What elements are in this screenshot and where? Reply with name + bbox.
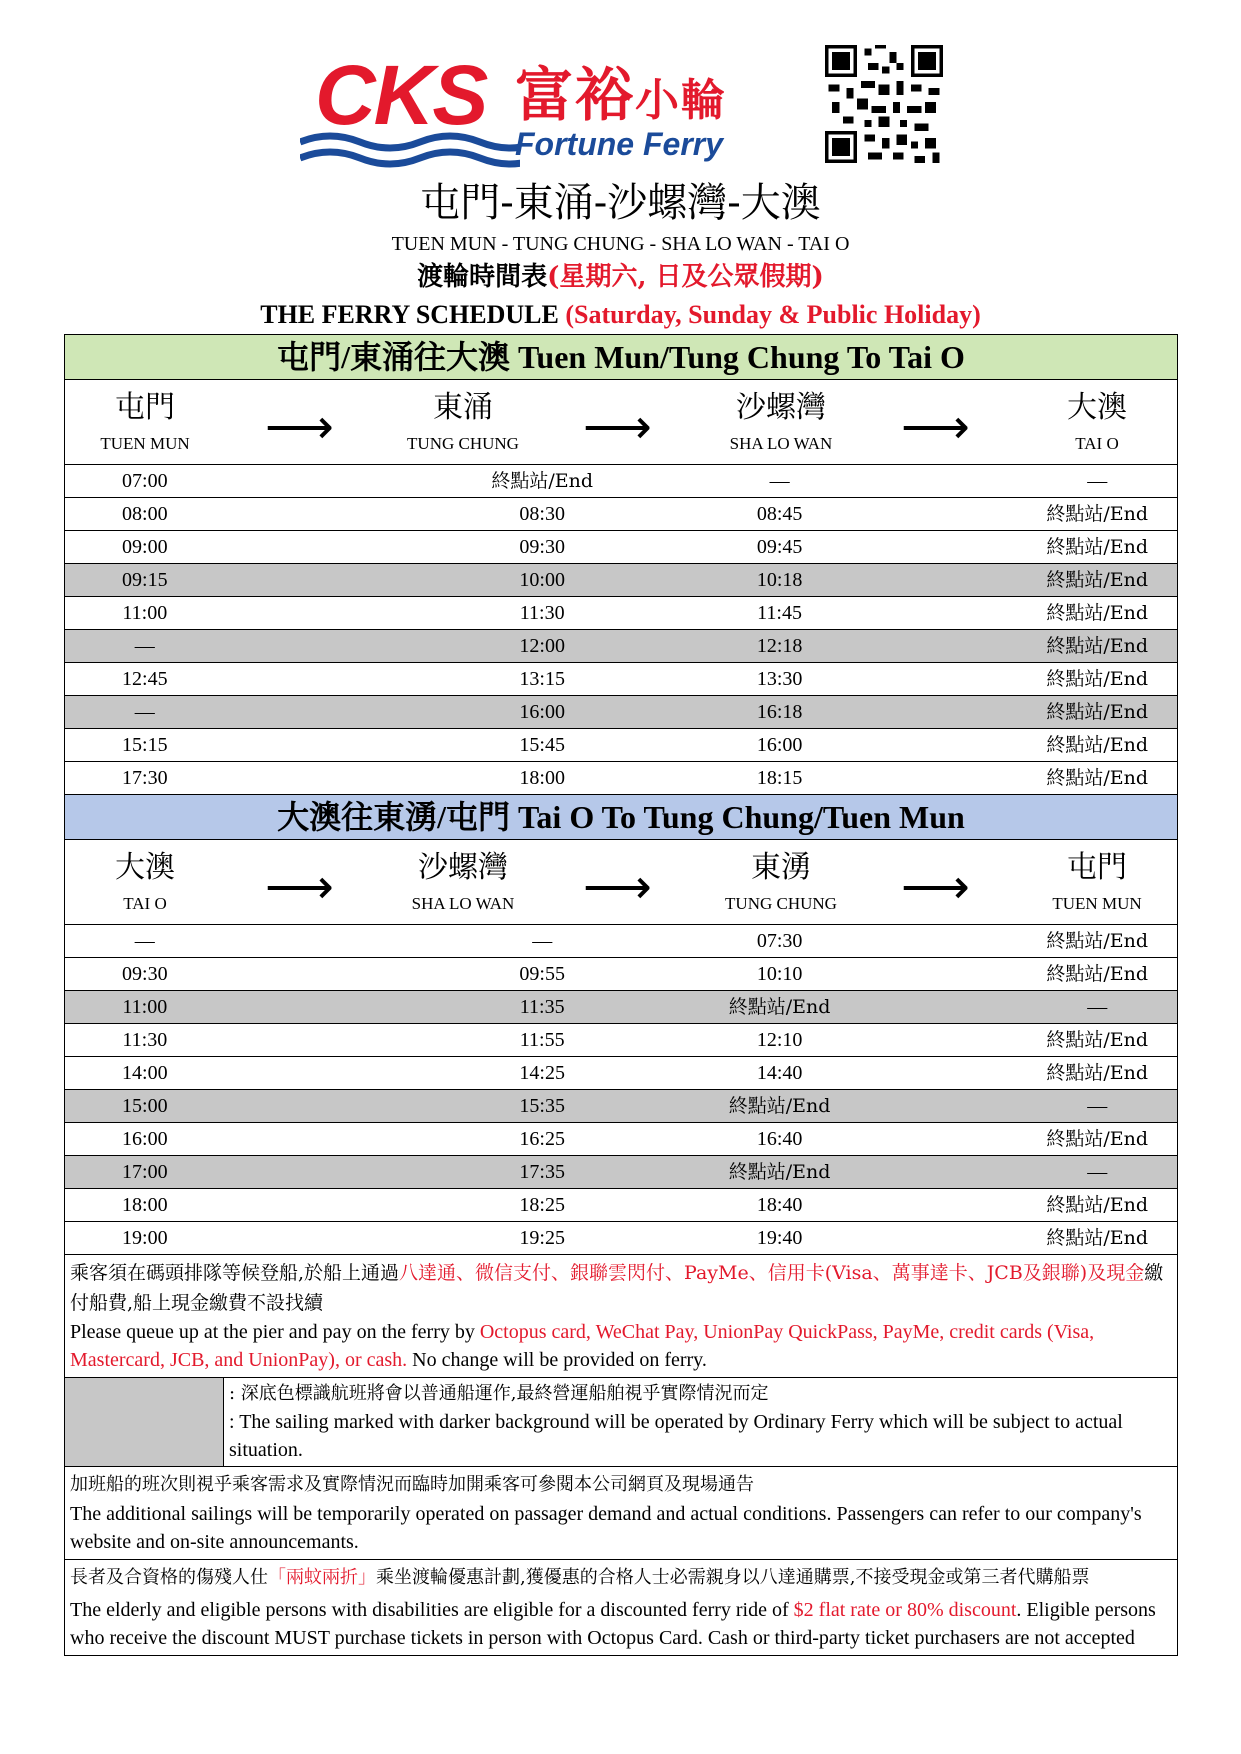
schedule-cn-label: 渡輪時間表 — [417, 262, 548, 292]
schedule-en-days: (Saturday, Sunday & Public Holiday) — [565, 300, 981, 329]
legend-english: : The sailing marked with darker background will be operated by Ordinary Ferry which will be subject to actual situation. — [229, 1411, 1123, 1461]
schedule-cell: 終點站/End — [491, 470, 594, 492]
schedule-cell: 17:30 — [122, 767, 168, 789]
schedule-row — [65, 991, 1177, 1024]
schedule-cell: 16:00 — [519, 701, 565, 723]
schedule-cell: 09:15 — [122, 569, 168, 591]
schedule-cell: 17:00 — [122, 1161, 168, 1183]
cks-logo — [300, 50, 770, 165]
schedule-cell: 18:00 — [122, 1194, 168, 1216]
schedule-row — [65, 1156, 1177, 1189]
schedule-cell: 13:30 — [756, 668, 803, 690]
logo-waves-icon — [300, 128, 520, 168]
schedule-row — [65, 597, 1177, 630]
schedule-cell: — — [134, 701, 155, 723]
schedule-cell: 11:30 — [122, 1029, 168, 1051]
station-tai-o — [65, 840, 225, 916]
schedule-cell: 11:35 — [519, 996, 565, 1018]
station-en: TAI O — [123, 894, 167, 913]
schedule-cell: 終點站/End — [1046, 503, 1149, 525]
outbound-rows — [65, 465, 1177, 795]
schedule-cell: 09:55 — [519, 963, 565, 985]
route-title-english: TUEN MUN - TUNG CHUNG - SHA LO WAN - TAI O — [391, 233, 850, 255]
station-tai-o — [1017, 380, 1177, 456]
extra-sailings-note — [65, 1467, 1177, 1560]
schedule-cell: 16:00 — [122, 1128, 168, 1150]
elderly-cn-text: 長者及合資格的傷殘人仕 — [70, 1567, 268, 1588]
logo-cn-main: 富裕 — [515, 61, 636, 129]
schedule-cell: 11:00 — [122, 602, 168, 624]
station-cn: 東涌 — [433, 390, 493, 425]
logo-chinese-name — [515, 60, 727, 136]
arrow-right-icon: ⟶ — [901, 399, 970, 455]
outbound-station-header — [65, 380, 1177, 465]
station-tuen-mun — [65, 380, 225, 456]
station-en: SHA LO WAN — [729, 434, 833, 453]
schedule-cell: 終點站/End — [1046, 1194, 1149, 1216]
station-cn: 大澳 — [115, 850, 175, 885]
elderly-discount-note — [65, 1560, 1177, 1655]
route-title-chinese: 屯門-東涌-沙螺灣-大澳 — [420, 180, 821, 226]
schedule-row — [65, 762, 1177, 795]
schedule-cell: 08:45 — [756, 503, 803, 525]
qr-code-icon — [818, 45, 950, 163]
schedule-cell: 11:00 — [122, 996, 168, 1018]
schedule-cell: 09:30 — [122, 963, 168, 985]
station-cn: 沙螺灣 — [736, 390, 826, 425]
elderly-en-text-end: . Eligible persons who receive the discount MUST purchase tickets in person with Octopus Card. Cash or third-party ticket purchasers are not accepted — [70, 1599, 1156, 1649]
schedule-cell: 終點站/End — [1046, 767, 1149, 789]
inbound-rows — [65, 925, 1177, 1255]
ordinary-ferry-legend — [65, 1378, 1177, 1467]
legend-text — [224, 1378, 1177, 1466]
logo-cks-text: CKS — [315, 48, 487, 142]
schedule-cell: 終點站/End — [1046, 668, 1149, 690]
schedule-row — [65, 1024, 1177, 1057]
station-sha-lo-wan — [383, 840, 543, 916]
schedule-cell: — — [769, 470, 790, 492]
inbound-section-title: 大澳往東湧/屯門 Tai O To Tung Chung/Tuen Mun — [65, 795, 1177, 840]
schedule-cell: — — [1087, 470, 1108, 492]
payment-note-english — [70, 1318, 1172, 1374]
schedule-cell: 09:30 — [519, 536, 565, 558]
payment-cn-methods: 八達通、微信支付、銀聯雲閃付、PayMe、信用卡(Visa、萬事達卡、JCB及銀聯)及現金 — [399, 1262, 1145, 1284]
arrow-right-icon: ⟶ — [901, 859, 970, 915]
schedule-cell: 13:15 — [519, 668, 565, 690]
schedule-cell: 終點站/End — [1046, 1227, 1149, 1249]
page-header — [0, 0, 1241, 330]
arrow-right-icon: ⟶ — [265, 859, 334, 915]
schedule-cell: 11:55 — [519, 1029, 565, 1051]
schedule-cell: — — [532, 930, 553, 952]
schedule-cell: 14:40 — [756, 1062, 803, 1084]
schedule-row — [65, 958, 1177, 991]
schedule-cell: 18:15 — [756, 767, 803, 789]
schedule-cell: — — [1087, 1095, 1108, 1117]
schedule-cell: 09:45 — [756, 536, 803, 558]
schedule-cell: 15:35 — [519, 1095, 565, 1117]
extra-sailings-chinese: 加班船的班次則視乎乘客需求及實際情況而臨時加開乘客可參閱本公司網頁及現場通告 — [70, 1474, 754, 1495]
station-cn: 沙螺灣 — [418, 850, 508, 885]
schedule-cell: 11:45 — [757, 602, 802, 624]
schedule-row — [65, 564, 1177, 597]
schedule-cell: 16:25 — [519, 1128, 565, 1150]
schedule-cell: 終點站/End — [1046, 1062, 1149, 1084]
payment-cn-text: 乘客須在碼頭排隊等候登船,於船上通過 — [70, 1262, 400, 1284]
schedule-cell: 18:40 — [756, 1194, 803, 1216]
outbound-section-title: 屯門/東涌往大澳 Tuen Mun/Tung Chung To Tai O — [65, 335, 1177, 380]
payment-note — [65, 1255, 1177, 1378]
schedule-cell: 18:25 — [519, 1194, 565, 1216]
schedule-row — [65, 531, 1177, 564]
schedule-cell: 12:45 — [122, 668, 168, 690]
payment-cn-text-end: 繳付船費,船上現金繳費不設找續 — [70, 1262, 1164, 1314]
station-en: TUNG CHUNG — [407, 434, 519, 453]
station-tung-chung — [701, 840, 861, 916]
schedule-cell: 19:25 — [519, 1227, 565, 1249]
schedule-row — [65, 1222, 1177, 1255]
elderly-en-text: The elderly and eligible persons with disabilities are eligible for a discounted ferry ride of — [70, 1599, 794, 1621]
station-cn: 東湧 — [751, 850, 811, 885]
schedule-cell: 15:00 — [122, 1095, 168, 1117]
schedule-en-label: THE FERRY SCHEDULE — [260, 300, 559, 329]
schedule-cell: 12:00 — [519, 635, 565, 657]
station-cn: 屯門 — [115, 390, 175, 425]
schedule-cell: 09:00 — [122, 536, 168, 558]
schedule-row — [65, 696, 1177, 729]
station-en: TUNG CHUNG — [725, 894, 837, 913]
schedule-row — [65, 729, 1177, 762]
schedule-cell: 16:18 — [756, 701, 803, 723]
station-en: TUEN MUN — [100, 434, 190, 453]
extra-sailings-english: The additional sailings will be temporarily operated on passager demand and actual conditions. Passengers can refer to our company's website and on-site announcemants. — [70, 1503, 1142, 1553]
station-en: SHA LO WAN — [411, 894, 515, 913]
schedule-cell: 15:15 — [122, 734, 168, 756]
schedule-cn-days: (星期六, 日及公眾假期) — [547, 262, 824, 292]
station-cn: 大澳 — [1067, 390, 1127, 425]
schedule-cell: — — [134, 930, 155, 952]
schedule-cell: 終點站/End — [1046, 536, 1149, 558]
schedule-row — [65, 1090, 1177, 1123]
payment-note-chinese — [70, 1258, 1172, 1318]
schedule-cell: 10:00 — [519, 569, 565, 591]
schedule-cell: 18:00 — [519, 767, 565, 789]
schedule-row — [65, 1189, 1177, 1222]
schedule-cell: 終點站/End — [1046, 734, 1149, 756]
schedule-cell: 11:30 — [519, 602, 565, 624]
schedule-cell: 19:00 — [122, 1227, 168, 1249]
arrow-right-icon: ⟶ — [583, 859, 652, 915]
schedule-cell: 終點站/End — [1046, 1029, 1149, 1051]
payment-en-text-end: No change will be provided on ferry. — [407, 1349, 707, 1371]
schedule-row — [65, 925, 1177, 958]
schedule-row — [65, 465, 1177, 498]
station-tuen-mun — [1017, 840, 1177, 916]
station-en: TUEN MUN — [1052, 894, 1142, 913]
schedule-cell: 終點站/End — [1046, 1128, 1149, 1150]
elderly-note-chinese — [70, 1563, 1172, 1592]
schedule-cell: 19:40 — [756, 1227, 803, 1249]
schedule-row — [65, 630, 1177, 663]
station-cn: 屯門 — [1067, 850, 1127, 885]
inbound-station-header — [65, 840, 1177, 925]
elderly-note-english — [70, 1596, 1172, 1652]
schedule-cell: — — [1087, 1161, 1108, 1183]
schedule-cell: 終點站/End — [728, 1161, 831, 1183]
station-tung-chung — [383, 380, 543, 456]
payment-en-text: Please queue up at the pier and pay on the ferry by — [70, 1321, 480, 1343]
logo-cn-small: 小輪 — [635, 75, 728, 126]
schedule-cell: 終點站/End — [1046, 701, 1149, 723]
schedule-row — [65, 1057, 1177, 1090]
schedule-cell: 12:10 — [756, 1029, 803, 1051]
elderly-cn-scheme: 「兩蚊兩折」 — [268, 1567, 376, 1588]
legend-dark-swatch — [65, 1378, 224, 1466]
schedule-cell: 10:18 — [756, 569, 803, 591]
elderly-en-discount: $2 flat rate or 80% discount — [793, 1599, 1017, 1621]
schedule-title-chinese — [0, 260, 1241, 294]
schedule-cell: — — [134, 635, 155, 657]
schedule-row — [65, 1123, 1177, 1156]
schedule-cell: 10:10 — [756, 963, 803, 985]
schedule-row — [65, 498, 1177, 531]
schedule-cell: 08:30 — [519, 503, 565, 525]
arrow-right-icon: ⟶ — [265, 399, 334, 455]
schedule-cell: 14:25 — [519, 1062, 565, 1084]
station-en: TAI O — [1075, 434, 1119, 453]
legend-chinese: : 深底色標識航班將會以普通船運作,最終營運船舶視乎實際情況而定 — [229, 1383, 769, 1404]
schedule-cell: 07:30 — [756, 930, 803, 952]
elderly-cn-text-end: 乘坐渡輪優惠計劃,獲優惠的合格人士必需親身以八達通購票,不接受現金或第三者代購船票 — [376, 1567, 1090, 1588]
logo-english-name: Fortune Ferry — [515, 126, 724, 162]
schedule-title-english — [0, 299, 1241, 331]
schedule-cell: 07:00 — [122, 470, 168, 492]
schedule-cell: 終點站/End — [1046, 963, 1149, 985]
schedule-row — [65, 663, 1177, 696]
schedule-cell: 15:45 — [519, 734, 565, 756]
arrow-right-icon: ⟶ — [583, 399, 652, 455]
schedule-cell: — — [1087, 996, 1108, 1018]
schedule-cell: 終點站/End — [1046, 602, 1149, 624]
schedule-cell: 終點站/End — [728, 996, 831, 1018]
schedule-cell: 終點站/End — [1046, 635, 1149, 657]
schedule-cell: 17:35 — [519, 1161, 565, 1183]
schedule-cell: 16:00 — [756, 734, 803, 756]
payment-en-methods: Octopus card, WeChat Pay, UnionPay QuickPass, PayMe, credit cards (Visa, Mastercard, JCB, and UnionPay), or cash. — [70, 1321, 1095, 1371]
schedule-cell: 08:00 — [122, 503, 168, 525]
station-sha-lo-wan — [701, 380, 861, 456]
schedule-cell: 終點站/End — [728, 1095, 831, 1117]
schedule-cell: 16:40 — [756, 1128, 803, 1150]
schedule-cell: 終點站/End — [1046, 569, 1149, 591]
schedule-cell: 12:18 — [756, 635, 803, 657]
timetable — [64, 334, 1178, 1656]
schedule-cell: 14:00 — [122, 1062, 168, 1084]
schedule-cell: 終點站/End — [1046, 930, 1149, 952]
